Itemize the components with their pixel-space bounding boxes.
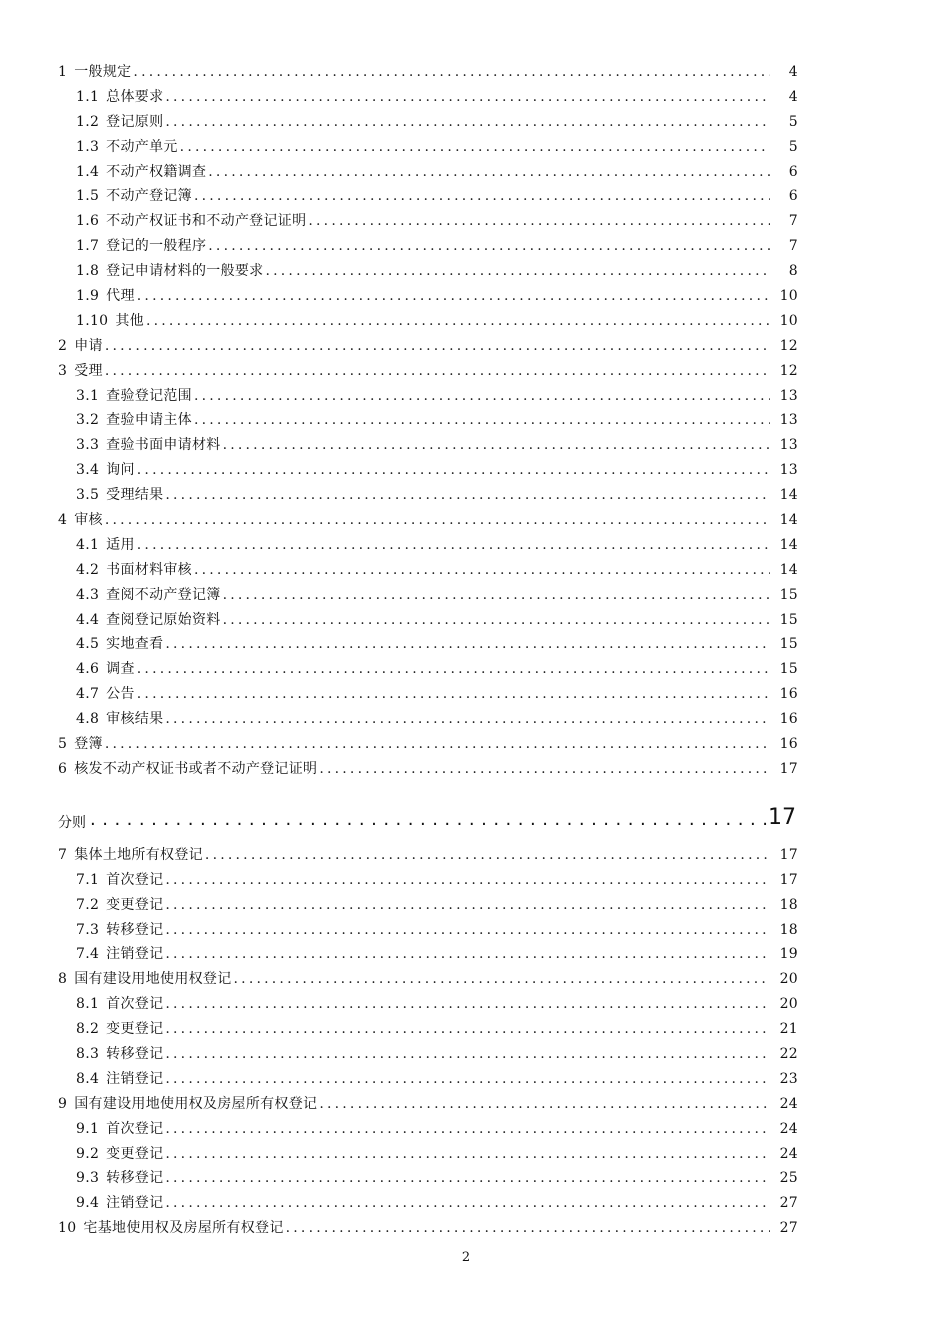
toc-entry[interactable]	[58, 707, 798, 732]
toc-entry-number: 8.4	[76, 1070, 100, 1087]
toc-entry-number: 1.3	[76, 138, 100, 155]
toc-entry-page: 8	[788, 263, 798, 280]
toc-entry-number: 9	[58, 1095, 68, 1112]
dot-leader	[286, 1216, 770, 1241]
dot-leader	[165, 632, 770, 657]
toc-entry-page: 4	[788, 88, 798, 105]
toc-entry-title: 受理	[74, 362, 103, 379]
toc-entry-number: 2	[58, 337, 68, 354]
toc-entry-number: 8.3	[76, 1045, 100, 1062]
toc-entry-number: 1.9	[76, 288, 100, 305]
section-title: 分则	[58, 814, 86, 831]
toc-entry-page: 5	[788, 138, 798, 155]
toc-entry-number: 7.4	[76, 946, 100, 963]
toc-entry-page: 24	[779, 1145, 798, 1162]
dot-leader	[265, 259, 770, 284]
toc-entry-number: 9.3	[76, 1170, 100, 1187]
dot-leader	[208, 160, 770, 185]
toc-entry[interactable]	[58, 1191, 798, 1216]
toc-entry-page: 7	[788, 238, 798, 255]
toc-entry-number: 3	[58, 362, 68, 379]
dot-leader	[105, 359, 770, 384]
dot-leader	[165, 1191, 770, 1216]
toc-entry-title: 申请	[74, 337, 103, 354]
toc-entry-number: 3.1	[76, 387, 100, 404]
toc-entry-number: 3.3	[76, 437, 100, 454]
dot-leader	[165, 1017, 770, 1042]
toc-entry-number: 4.1	[76, 536, 100, 553]
toc-entry-title: 国有建设用地使用权登记	[74, 971, 232, 988]
dot-leader	[205, 843, 770, 868]
dot-leader	[105, 508, 770, 533]
toc-entry-number: 1.8	[76, 263, 100, 280]
toc-entry-page: 15	[779, 636, 798, 653]
dot-leader	[223, 608, 770, 633]
toc-entry-title: 注销登记	[106, 1195, 164, 1212]
toc-list-specific	[58, 843, 798, 1241]
toc-entry-page: 19	[779, 946, 798, 963]
toc-entry-page: 16	[779, 711, 798, 728]
section-page-number: 17	[768, 804, 796, 830]
toc-entry-page: 17	[779, 871, 798, 888]
dot-leader	[208, 234, 770, 259]
toc-entry[interactable]	[58, 160, 798, 185]
toc-entry-title: 登簿	[74, 736, 103, 753]
dot-leader	[165, 942, 770, 967]
toc-entry[interactable]	[58, 1092, 798, 1117]
toc-entry-number: 8	[58, 971, 68, 988]
toc-entry-number: 4.6	[76, 661, 100, 678]
toc-entry-number: 1.1	[76, 88, 100, 105]
toc-entry[interactable]	[58, 583, 798, 608]
dot-leader	[105, 334, 770, 359]
dot-leader	[165, 483, 770, 508]
dot-leader	[133, 60, 770, 85]
toc-entry-page: 10	[779, 312, 798, 329]
dot-leader	[165, 1067, 770, 1092]
toc-entry-title: 查阅不动产登记簿	[106, 586, 221, 603]
toc-entry-number: 8.1	[76, 996, 100, 1013]
toc-entry-number: 1.2	[76, 113, 100, 130]
dot-leader	[319, 1092, 770, 1117]
toc-entry-title: 公告	[106, 686, 135, 703]
toc-entry-page: 13	[779, 412, 798, 429]
dot-leader	[165, 1042, 770, 1067]
toc-entry-page: 4	[788, 64, 798, 80]
dot-leader	[165, 1142, 770, 1167]
toc-entry-number: 5	[58, 736, 68, 753]
toc-entry[interactable]	[58, 284, 798, 309]
toc-entry-title: 转移登记	[106, 1170, 164, 1187]
dot-leader	[146, 309, 770, 334]
toc-entry[interactable]	[58, 384, 798, 409]
toc-entry-page: 16	[779, 686, 798, 703]
toc-entry-page: 18	[779, 921, 798, 938]
dot-leader	[165, 992, 770, 1017]
toc-entry-page: 12	[779, 337, 798, 354]
toc-entry-number: 7.1	[76, 871, 100, 888]
toc-entry[interactable]	[58, 135, 798, 160]
toc-entry-title: 询问	[106, 462, 135, 479]
page-footer-number: 2	[461, 1250, 471, 1265]
toc-entry-number: 8.2	[76, 1021, 100, 1038]
toc-entry[interactable]	[58, 1067, 798, 1092]
toc-entry-number: 1	[58, 64, 68, 80]
toc-entry-page: 6	[788, 188, 798, 205]
dot-leader	[194, 184, 770, 209]
toc-entry-page: 18	[779, 896, 798, 913]
toc-entry-title: 审核结果	[106, 711, 164, 728]
toc-entry[interactable]	[58, 967, 798, 992]
toc-entry[interactable]	[58, 682, 798, 707]
dot-leader	[165, 868, 770, 893]
toc-entry[interactable]	[58, 359, 798, 384]
toc-entry-number: 4.3	[76, 586, 100, 603]
toc-entry[interactable]	[58, 483, 798, 508]
toc-entry-number: 9.4	[76, 1195, 100, 1212]
toc-entry-page: 23	[779, 1070, 798, 1087]
toc-entry-title: 变更登记	[106, 1021, 164, 1038]
toc-entry[interactable]	[58, 309, 798, 334]
toc-entry[interactable]	[58, 1166, 798, 1191]
toc-entry-page: 25	[779, 1170, 798, 1187]
toc-entry[interactable]	[58, 992, 798, 1017]
dot-leader	[165, 918, 770, 943]
table-of-contents	[58, 60, 798, 1241]
toc-entry-number: 9.1	[76, 1120, 100, 1137]
toc-entry[interactable]	[58, 458, 798, 483]
toc-entry-title: 登记申请材料的一般要求	[106, 263, 264, 280]
toc-entry-title: 其他	[115, 312, 144, 329]
dot-leader	[223, 583, 770, 608]
toc-entry[interactable]	[58, 757, 798, 782]
toc-entry-title: 注销登记	[106, 946, 164, 963]
toc-entry-number: 7.3	[76, 921, 100, 938]
toc-entry[interactable]	[58, 632, 798, 657]
toc-entry-title: 首次登记	[106, 1120, 164, 1137]
toc-entry-page: 14	[779, 561, 798, 578]
toc-entry[interactable]	[58, 508, 798, 533]
dot-leader	[137, 657, 770, 682]
toc-entry[interactable]	[58, 558, 798, 583]
toc-entry-page: 13	[779, 462, 798, 479]
toc-entry[interactable]	[58, 1042, 798, 1067]
toc-entry-number: 4.4	[76, 611, 100, 628]
toc-entry[interactable]	[58, 234, 798, 259]
dot-leader	[137, 533, 770, 558]
toc-entry[interactable]	[58, 408, 798, 433]
toc-entry-title: 变更登记	[106, 1145, 164, 1162]
toc-entry[interactable]	[58, 608, 798, 633]
toc-entry[interactable]	[58, 942, 798, 967]
toc-entry[interactable]	[58, 843, 798, 868]
toc-entry-title: 集体土地所有权登记	[74, 846, 203, 863]
toc-entry-title: 首次登记	[106, 871, 164, 888]
toc-entry[interactable]	[58, 334, 798, 359]
toc-entry[interactable]	[58, 1117, 798, 1142]
dot-leader	[165, 110, 770, 135]
toc-entry-page: 24	[779, 1095, 798, 1112]
toc-entry[interactable]	[58, 110, 798, 135]
toc-entry-title: 不动产权籍调查	[106, 163, 207, 180]
toc-entry-title: 登记原则	[106, 113, 164, 130]
toc-entry-number: 4.7	[76, 686, 100, 703]
toc-entry-page: 21	[779, 1021, 798, 1038]
toc-entry[interactable]	[58, 533, 798, 558]
dot-leader	[308, 209, 770, 234]
toc-entry-title: 宅基地使用权及房屋所有权登记	[83, 1220, 284, 1237]
toc-entry-title: 总体要求	[106, 88, 164, 105]
toc-entry-page: 12	[779, 362, 798, 379]
toc-entry-title: 变更登记	[106, 896, 164, 913]
toc-entry-page: 15	[779, 611, 798, 628]
toc-entry[interactable]	[58, 184, 798, 209]
toc-entry-page: 22	[779, 1045, 798, 1062]
dot-leader	[180, 135, 770, 160]
toc-entry[interactable]	[58, 893, 798, 918]
toc-entry-title: 核发不动产权证书或者不动产登记证明	[74, 760, 318, 777]
toc-entry-number: 4	[58, 512, 68, 529]
toc-entry-page: 5	[788, 113, 798, 130]
toc-entry-title: 调查	[106, 661, 135, 678]
toc-entry-page: 17	[779, 760, 798, 777]
toc-entry-number: 1.5	[76, 188, 100, 205]
toc-entry-page: 20	[779, 996, 798, 1013]
dot-leader	[194, 408, 770, 433]
toc-section-heading[interactable]	[58, 788, 798, 838]
toc-entry-title: 代理	[106, 288, 135, 305]
toc-entry[interactable]	[58, 209, 798, 234]
toc-entry-title: 国有建设用地使用权及房屋所有权登记	[74, 1095, 318, 1112]
toc-entry-title: 不动产登记簿	[106, 188, 192, 205]
toc-entry-page: 15	[779, 661, 798, 678]
toc-entry-number: 4.2	[76, 561, 100, 578]
dot-leader	[165, 893, 770, 918]
toc-entry-number: 4.8	[76, 711, 100, 728]
toc-entry-title: 不动产权证书和不动产登记证明	[106, 213, 307, 230]
toc-entry-title: 注销登记	[106, 1070, 164, 1087]
dot-leader	[194, 384, 770, 409]
toc-list-general	[58, 60, 798, 782]
toc-entry-number: 1.10	[76, 312, 109, 329]
dot-leader	[223, 433, 770, 458]
toc-entry-page: 15	[779, 586, 798, 603]
toc-entry-number: 6	[58, 760, 68, 777]
toc-entry-number: 1.6	[76, 213, 100, 230]
toc-entry-page: 13	[779, 387, 798, 404]
toc-entry-title: 转移登记	[106, 921, 164, 938]
toc-entry-page: 14	[779, 487, 798, 504]
dot-leader	[90, 809, 768, 838]
toc-entry-title: 查验申请主体	[106, 412, 192, 429]
dot-leader	[165, 85, 770, 110]
toc-entry-title: 审核	[74, 512, 103, 529]
toc-entry-page: 13	[779, 437, 798, 454]
toc-entry-title: 受理结果	[106, 487, 164, 504]
dot-leader	[165, 707, 770, 732]
toc-entry-page: 27	[779, 1195, 798, 1212]
dot-leader	[137, 458, 770, 483]
toc-entry[interactable]	[58, 657, 798, 682]
dot-leader	[105, 732, 770, 757]
toc-entry-number: 4.5	[76, 636, 100, 653]
toc-entry[interactable]	[58, 433, 798, 458]
toc-entry-number: 1.4	[76, 163, 100, 180]
toc-entry-page: 27	[779, 1220, 798, 1237]
toc-entry-title: 查阅登记原始资料	[106, 611, 221, 628]
toc-entry-page: 14	[779, 536, 798, 553]
toc-entry[interactable]	[58, 868, 798, 893]
dot-leader	[165, 1166, 770, 1191]
toc-entry[interactable]	[58, 60, 798, 85]
toc-entry-number: 10	[58, 1220, 77, 1237]
toc-entry-number: 7.2	[76, 896, 100, 913]
toc-entry-page: 24	[779, 1120, 798, 1137]
dot-leader	[137, 284, 770, 309]
toc-entry-page: 17	[779, 846, 798, 863]
dot-leader	[194, 558, 770, 583]
toc-entry-page: 20	[779, 971, 798, 988]
toc-entry-title: 书面材料审核	[106, 561, 192, 578]
toc-entry[interactable]	[58, 732, 798, 757]
toc-entry[interactable]	[58, 1142, 798, 1167]
toc-entry-number: 3.2	[76, 412, 100, 429]
dot-leader	[234, 967, 770, 992]
toc-entry[interactable]	[58, 85, 798, 110]
toc-entry-page: 7	[788, 213, 798, 230]
toc-entry-title: 查验登记范围	[106, 387, 192, 404]
toc-entry-number: 7	[58, 846, 68, 863]
toc-entry-number: 9.2	[76, 1145, 100, 1162]
toc-entry-page: 16	[779, 736, 798, 753]
toc-entry[interactable]	[58, 259, 798, 284]
toc-entry-title: 实地查看	[106, 636, 164, 653]
toc-entry-page: 6	[788, 163, 798, 180]
toc-entry-title: 一般规定	[74, 64, 132, 80]
toc-entry[interactable]	[58, 1216, 798, 1241]
toc-entry-number: 3.4	[76, 462, 100, 479]
dot-leader	[137, 682, 770, 707]
toc-entry-number: 1.7	[76, 238, 100, 255]
toc-entry[interactable]	[58, 1017, 798, 1042]
toc-entry-title: 不动产单元	[106, 138, 178, 155]
toc-entry-title: 登记的一般程序	[106, 238, 207, 255]
toc-entry-title: 查验书面申请材料	[106, 437, 221, 454]
toc-entry-title: 转移登记	[106, 1045, 164, 1062]
toc-entry-title: 首次登记	[106, 996, 164, 1013]
dot-leader	[319, 757, 770, 782]
dot-leader	[165, 1117, 770, 1142]
toc-entry-page: 10	[779, 288, 798, 305]
toc-entry-title: 适用	[106, 536, 135, 553]
toc-entry-page: 14	[779, 512, 798, 529]
toc-entry-number: 3.5	[76, 487, 100, 504]
toc-entry[interactable]	[58, 918, 798, 943]
